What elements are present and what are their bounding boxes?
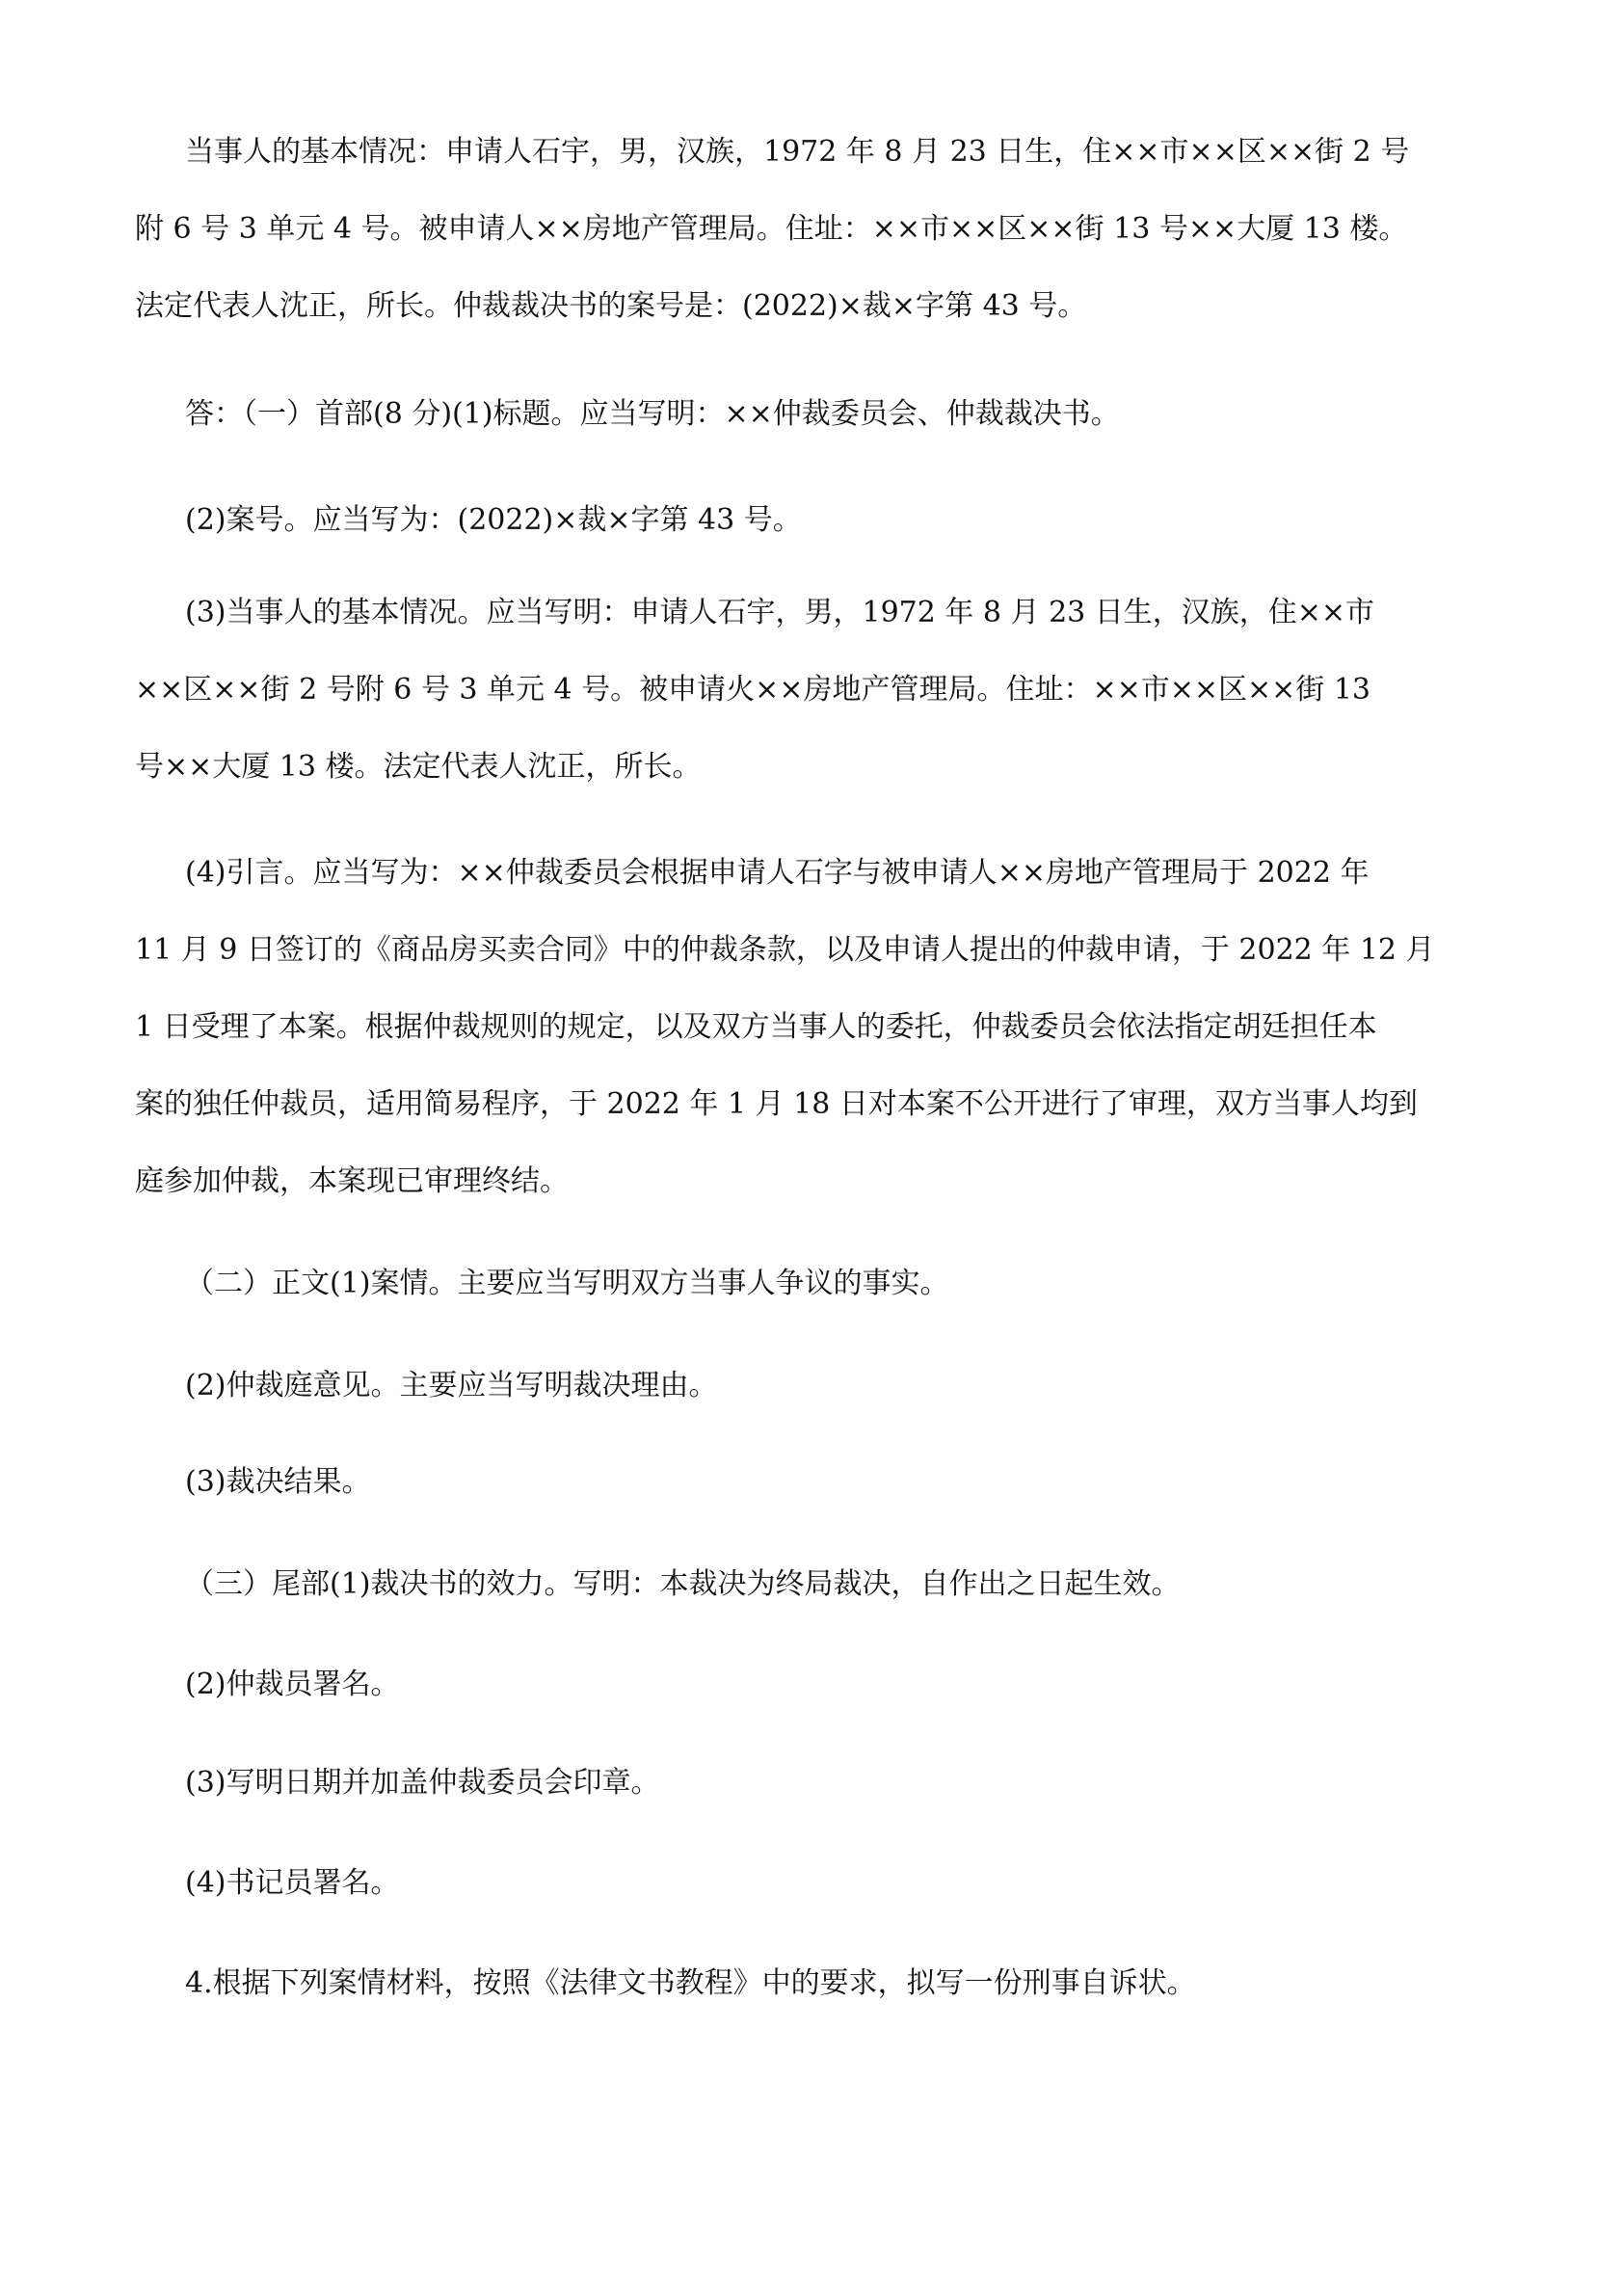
text-line: 法定代表人沈正，所长。仲裁裁决书的案号是：(2022)×裁×字第 43 号。 (135, 289, 1087, 323)
preface-paragraph (135, 835, 1484, 1220)
party-info-intro-paragraph (135, 114, 1484, 345)
tail-effect-paragraph (135, 1546, 1484, 1623)
text-line: 答：（一）首部(8 分)(1)标题。应当写明：××仲裁委员会、仲裁裁决书。 (185, 397, 1120, 431)
tail-sign-paragraph (135, 1646, 1484, 1723)
text-line: 案的独任仲裁员，适用简易程序，于 2022 年 1 月 18 日对本案不公开进行了审理，双方当事人均到 (135, 1087, 1418, 1121)
text-line: 当事人的基本情况：申请人石宇，男，汉族，1972 年 8 月 23 日生，住××市××区××街 2 号 (185, 135, 1410, 169)
text-line: 号××大厦 13 楼。法定代表人沈正，所长。 (135, 750, 702, 784)
text-line: 附 6 号 3 单元 4 号。被申请人××房地产管理局。住址：××市××区××街 13 号××大厦 13 楼。 (135, 212, 1408, 246)
body-case-paragraph (135, 1245, 1484, 1322)
party-basic-paragraph (135, 574, 1484, 806)
text-line: (4)书记员署名。 (185, 1866, 400, 1900)
text-line: ××区××街 2 号附 6 号 3 单元 4 号。被申请火××房地产管理局。住址：××市××区××街 13 (135, 673, 1370, 707)
tail-clerk-paragraph (135, 1845, 1484, 1922)
text-line: 庭参加仲裁，本案现已审理终结。 (135, 1164, 569, 1198)
text-line: (2)仲裁员署名。 (185, 1668, 400, 1701)
next-question-paragraph (135, 1945, 1484, 2022)
tail-date-paragraph (135, 1745, 1484, 1822)
text-line: 4.根据下列案情材料，按照《法律文书教程》中的要求，拟写一份刑事自诉状。 (185, 1966, 1196, 2000)
text-line: 11 月 9 日签订的《商品房买卖合同》中的仲裁条款，以及申请人提出的仲裁申请，于 2022 年 12 月 (135, 933, 1435, 967)
text-line: (2)仲裁庭意见。主要应当写明裁决理由。 (185, 1369, 718, 1402)
answer-head-paragraph (135, 376, 1484, 453)
text-line: (3)写明日期并加盖仲裁委员会印章。 (185, 1766, 660, 1800)
case-number-paragraph (135, 482, 1484, 559)
text-line: （三）尾部(1)裁决书的效力。写明：本裁决为终局裁决，自作出之日起生效。 (185, 1567, 1181, 1601)
body-result-paragraph (135, 1444, 1484, 1521)
text-line: (3)当事人的基本情况。应当写明：申请人石宇，男，1972 年 8 月 23 日生，汉族，住××市 (185, 596, 1375, 629)
text-line: (4)引言。应当写为：××仲裁委员会根据申请人石字与被申请人××房地产管理局于 2022 年 (185, 856, 1370, 890)
text-line: 1 日受理了本案。根据仲裁规则的规定，以及双方当事人的委托，仲裁委员会依法指定胡廷担任本 (135, 1010, 1377, 1044)
text-line: （二）正文(1)案情。主要应当写明双方当事人争议的事实。 (185, 1267, 949, 1300)
body-opinion-paragraph (135, 1348, 1484, 1425)
text-line: (3)裁决结果。 (185, 1465, 371, 1499)
text-line: (2)案号。应当写为：(2022)×裁×字第 43 号。 (185, 503, 802, 537)
